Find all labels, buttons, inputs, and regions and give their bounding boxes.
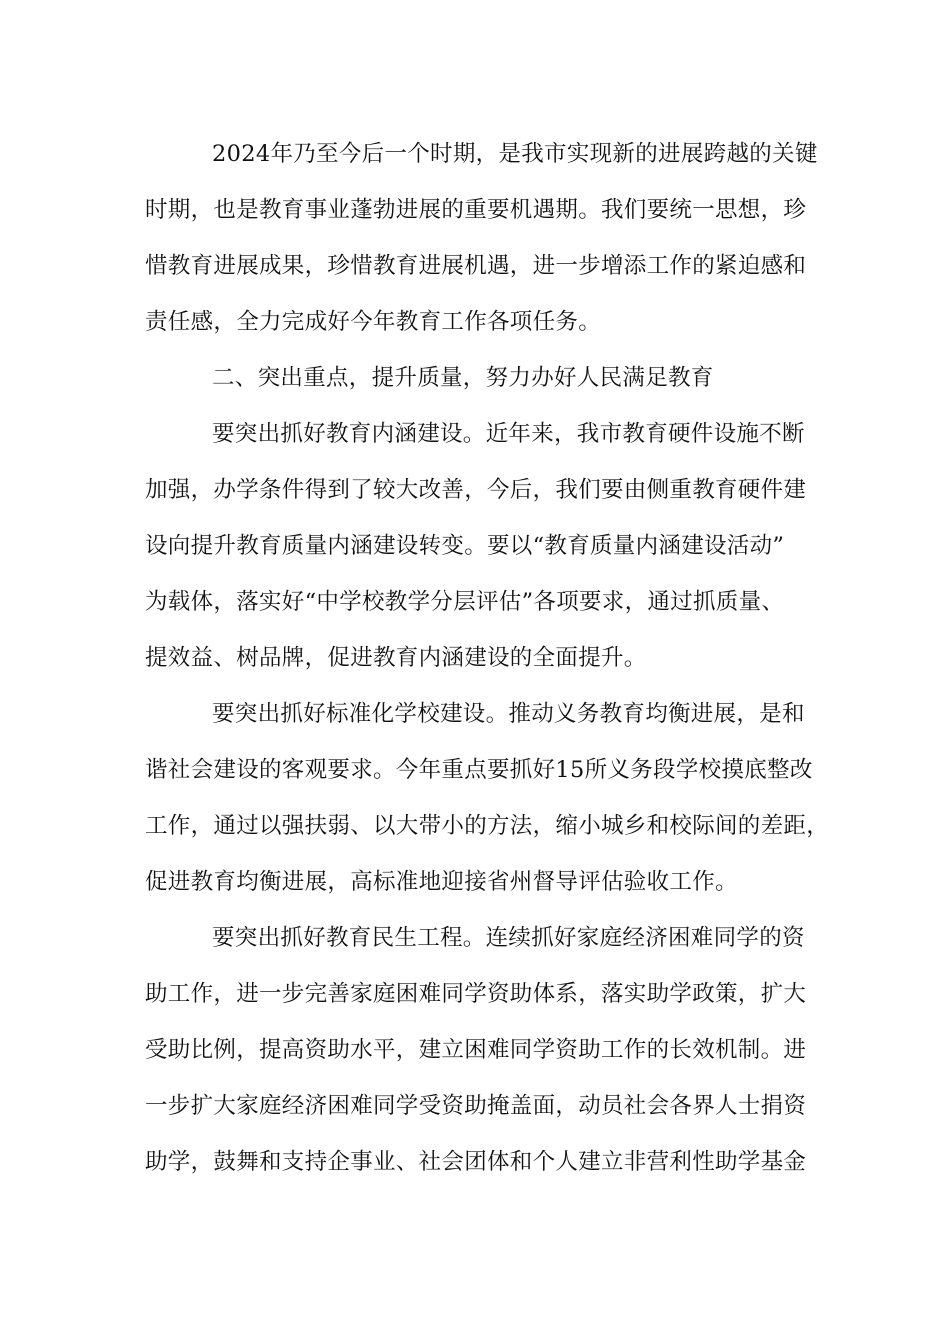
text-line: 要突出抓好教育内涵建设。近年来，我市教育硬件设施不断 [212,421,805,447]
text-line: 要突出抓好标准化学校建设。推动义务教育均衡进展，是和 [212,701,805,727]
text-line: 2024年乃至今后一个时期，是我市实现新的进展跨越的关键 [212,141,818,167]
text-line: 时期，也是教育事业蓬勃进展的重要机遇期。我们要统一思想，珍 [145,197,807,223]
text-line: 责任感，全力完成好今年教育工作各项任务。 [145,309,602,335]
text-line: 助工作，进一步完善家庭困难同学资助体系，落实助学政策，扩大 [145,981,807,1007]
text-line: 谐社会建设的客观要求。今年重点要抓好15所义务段学校摸底整改 [145,757,813,783]
text-line: 要突出抓好教育民生工程。连续抓好家庭经济困难同学的资 [212,925,805,951]
text-line: 工作，通过以强扶弱、以大带小的方法，缩小城乡和校际间的差距， [145,813,830,839]
text-line: 提效益、树品牌，促进教育内涵建设的全面提升。 [145,645,647,671]
text-line: 促进教育均衡进展，高标准地迎接省州督导评估验收工作。 [145,869,738,895]
text-line: 为载体，落实好“中学校教学分层评估”各项要求，通过抓质量、 [145,589,785,615]
document-body [145,126,830,1190]
text-line: 受助比例，提高资助水平，建立困难同学资助工作的长效机制。进 [145,1037,807,1063]
text-line: 加强，办学条件得到了较大改善，今后，我们要由侧重教育硬件建 [145,477,807,503]
text-line: 惜教育进展成果，珍惜教育进展机遇，进一步增添工作的紧迫感和 [145,253,807,279]
text-line: 一步扩大家庭经济困难同学受资助掩盖面，动员社会各界人士捐资 [145,1093,807,1119]
text-line: 助学，鼓舞和支持企事业、社会团体和个人建立非营利性助学基金 [145,1149,807,1175]
section-heading: 二、突出重点，提升质量，努力办好人民满足教育 [212,365,714,391]
text-line: 设向提升教育质量内涵建设转变。要以“教育质量内涵建设活动” [145,533,785,559]
